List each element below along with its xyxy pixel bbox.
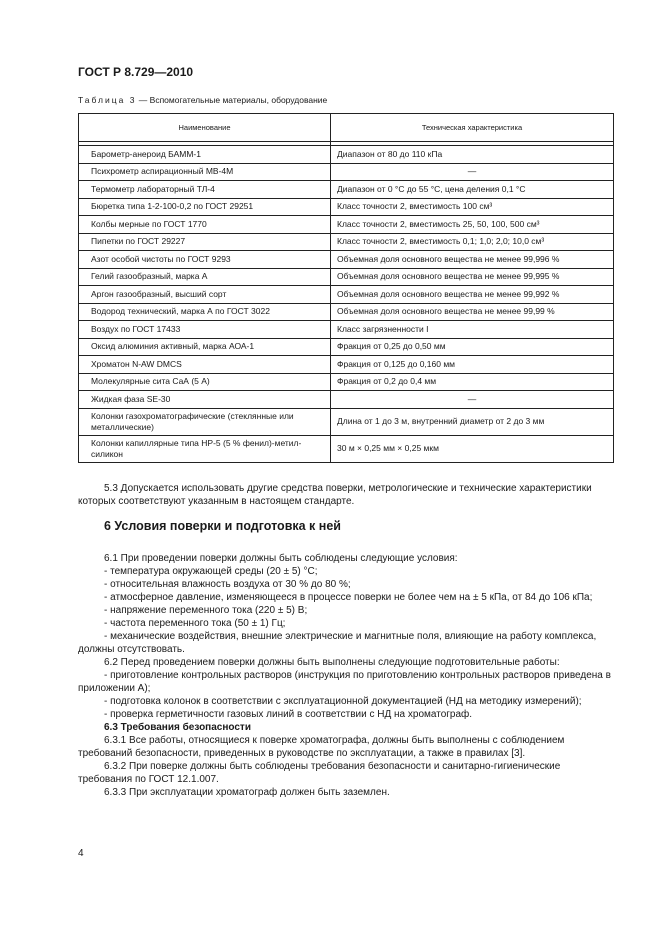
table-row (79, 146, 614, 164)
paragraph-6-3-1: 6.3.1 Все работы, относящиеся к поверке хроматографа, должны быть выполнены с соблюдением требований безопасности, приведенных в руководстве по эксплуатации, а также в правилах [3]. (78, 735, 565, 759)
subsection-6-3-title: 6.3 Требования безопасности (104, 722, 251, 733)
section-6-title: 6 Условия поверки и подготовка к ней (104, 519, 341, 533)
table-cell: Пипетки по ГОСТ 29227 (79, 233, 331, 251)
table-row (79, 198, 614, 216)
table-cell: Класс загрязненности I (331, 321, 614, 339)
table-cell: Жидкая фаза SE-30 (79, 391, 331, 409)
table-cell: Бюретка типа 1-2-100-0,2 по ГОСТ 29251 (79, 198, 331, 216)
table-row (79, 338, 614, 356)
condition-item: - относительная влажность воздуха от 30 % до 80 %; (104, 579, 351, 590)
table-caption-prefix: Таблица 3 (78, 95, 137, 105)
table-cell: Колонки газохроматографические (стеклянные или металлические) (79, 408, 331, 435)
table-caption-text: — Вспомогательные материалы, оборудование (136, 95, 328, 105)
table-row (79, 163, 614, 181)
table-row (79, 408, 614, 435)
table-cell: Длина от 1 до 3 м, внутренний диаметр от 2 до 3 мм (331, 408, 614, 435)
work-item: - приготовление контрольных растворов (инструкция по приготовлению контрольных растворов приведена в приложении А); (78, 670, 611, 694)
table-cell: 30 м × 0,25 мм × 0,25 мкм (331, 435, 614, 462)
table-row (79, 233, 614, 251)
table-cell: Азот особой чистоты по ГОСТ 9293 (79, 251, 331, 269)
table-cell: Молекулярные сита СаА (5 А) (79, 373, 331, 391)
condition-item: - механические воздействия, внешние электрические и магнитные поля, влияющие на работу комплекса, должны отсутствовать. (78, 631, 597, 655)
table-cell: Класс точности 2, вместимость 100 см³ (331, 198, 614, 216)
condition-item: - температура окружающей среды (20 ± 5) °С; (104, 566, 318, 577)
condition-item: - частота переменного тока (50 ± 1) Гц; (104, 618, 286, 629)
table-cell: Фракция от 0,25 до 0,50 мм (331, 338, 614, 356)
table-cell: Класс точности 2, вместимость 25, 50, 100, 500 см³ (331, 216, 614, 234)
table-header-row (79, 114, 614, 142)
table-cell: Колонки капиллярные типа НР-5 (5 % фенил)-метил-силикон (79, 435, 331, 462)
table-cell: Класс точности 2, вместимость 0,1; 1,0; 2,0; 10,0 см³ (331, 233, 614, 251)
condition-item: - атмосферное давление, изменяющееся в процессе поверки не более чем на ± 5 кПа, от 84 до 106 кПа; (104, 592, 593, 603)
table-cell: Водород технический, марка А по ГОСТ 3022 (79, 303, 331, 321)
equipment-table (78, 113, 614, 463)
paragraph-6-1-lead: 6.1 При проведении поверки должны быть соблюдены следующие условия: (104, 553, 458, 564)
table-cell: Объемная доля основного вещества не менее 99,996 % (331, 251, 614, 269)
condition-item: - напряжение переменного тока (220 ± 5) В; (104, 605, 308, 616)
table-row (79, 181, 614, 199)
table-cell: Аргон газообразный, высший сорт (79, 286, 331, 304)
page-number: 4 (78, 848, 84, 859)
table-cell: Объемная доля основного вещества не менее 99,995 % (331, 268, 614, 286)
table-row (79, 391, 614, 409)
table-row (79, 373, 614, 391)
table-cell: Термометр лабораторный ТЛ-4 (79, 181, 331, 199)
table-row (79, 268, 614, 286)
table-row (79, 216, 614, 234)
table-row (79, 251, 614, 269)
work-item: - проверка герметичности газовых линий в соответствии с НД на хроматограф. (104, 709, 473, 720)
paragraph-6-2-lead: 6.2 Перед проведением поверки должны быть выполнены следующие подготовительные работы: (104, 657, 560, 668)
table-row (79, 286, 614, 304)
table-cell: Психрометр аспирационный МВ-4М (79, 163, 331, 181)
table-cell: Хроматон N-AW DMCS (79, 356, 331, 374)
table-cell: Оксид алюминия активный, марка АОА-1 (79, 338, 331, 356)
paragraph-6-3-3: 6.3.3 При эксплуатации хроматограф должен быть заземлен. (104, 787, 390, 798)
table-cell: Колбы мерные по ГОСТ 1770 (79, 216, 331, 234)
table-cell: Диапазон от 0 °С до 55 °С, цена деления 0,1 °С (331, 181, 614, 199)
paragraph-6-3-2: 6.3.2 При поверке должны быть соблюдены требования безопасности и санитарно-гигиенические требования по ГОСТ 12.1.007. (78, 761, 561, 785)
table-cell: Объемная доля основного вещества не менее 99,992 % (331, 286, 614, 304)
table-cell: Объемная доля основного вещества не менее 99,99 % (331, 303, 614, 321)
paragraph-5-3: 5.3 Допускается использовать другие средства поверки, метрологические и технические характеристики которых соответствуют указанным в настоящем стандарте. (78, 483, 592, 507)
table-cell: Диапазон от 80 до 110 кПа (331, 146, 614, 164)
table-cell: — (331, 391, 614, 409)
table-row (79, 356, 614, 374)
table-row (79, 321, 614, 339)
work-item: - подготовка колонок в соответствии с эксплуатационной документацией (НД на методику измерений); (104, 696, 582, 707)
table-caption (78, 95, 327, 105)
table-cell: Фракция от 0,125 до 0,160 мм (331, 356, 614, 374)
document-header: ГОСТ Р 8.729—2010 (78, 65, 194, 79)
col-header-name: Наименование (79, 114, 331, 142)
table-cell: Воздух по ГОСТ 17433 (79, 321, 331, 339)
table-cell: Фракция от 0,2 до 0,4 мм (331, 373, 614, 391)
table-row (79, 303, 614, 321)
table-cell: Гелий газообразный, марка А (79, 268, 331, 286)
table-cell: Барометр-анероид БАММ-1 (79, 146, 331, 164)
paragraph-6-1 (78, 552, 614, 799)
col-header-spec: Техническая характеристика (331, 114, 614, 142)
table-row (79, 435, 614, 462)
table-cell: — (331, 163, 614, 181)
